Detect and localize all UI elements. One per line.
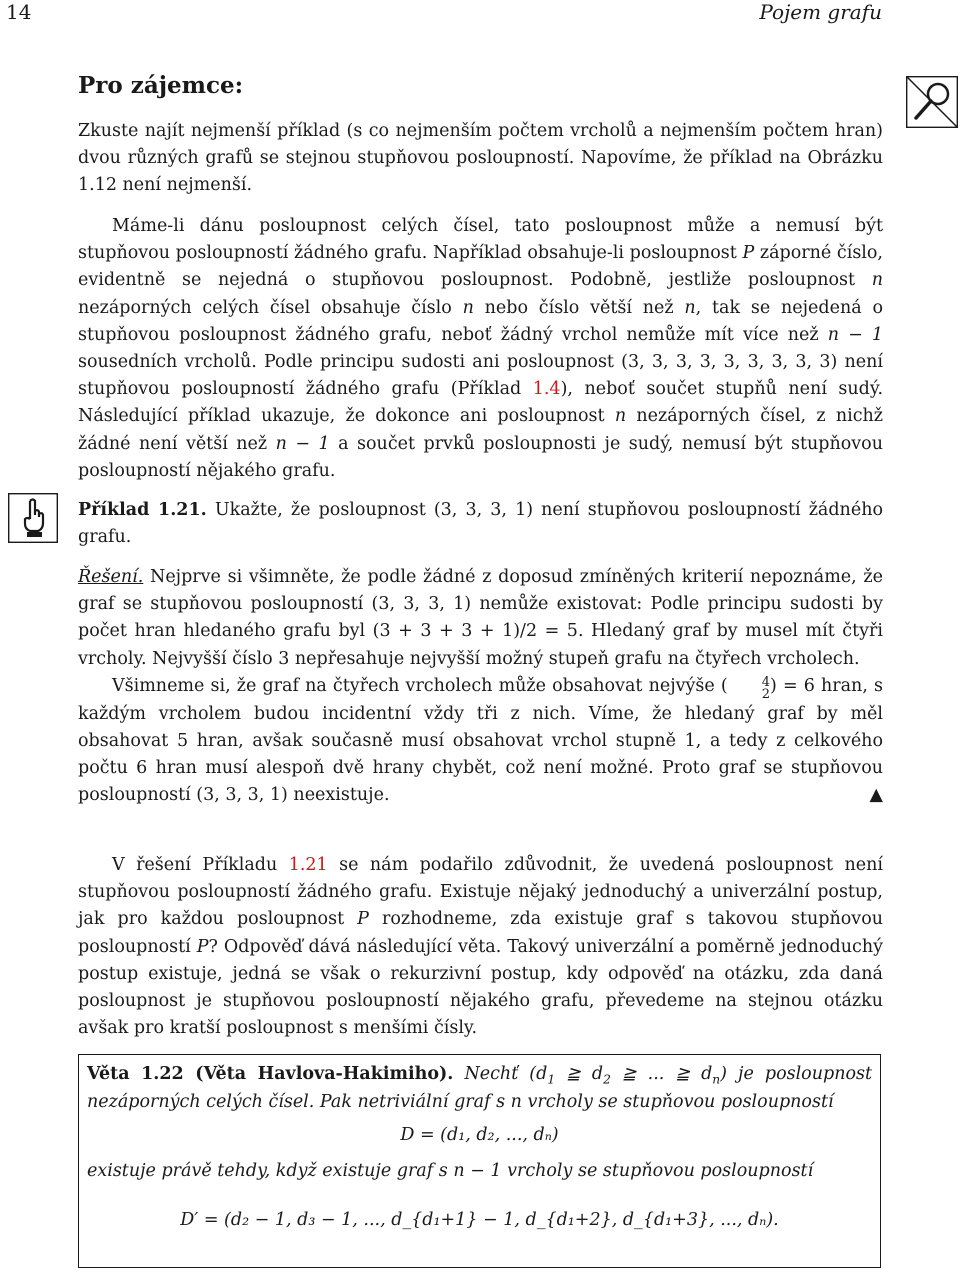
reference-link[interactable]: 1.21 [288, 855, 328, 875]
pointing-hand-icon [8, 493, 58, 543]
theorem-box [78, 1054, 881, 1268]
page-number: 14 [6, 0, 32, 24]
example-label: Příklad 1.21. [78, 500, 207, 520]
solution-paragraph-1: Řešení. Nejprve si všimněte, že podle žádné z doposud zmíněných kriterií nepoznáme, že graf se stupňovou posloupností (3, 3, 3, 1) nemůže existovat: Podle principu sudosti by počet hran hledaného grafu byl (3 + 3 + 3 + 1)/2 = 5. Hledaný graf by musel mít čtyři vrcholy. Nejvyšší číslo 3 nepřesahuje nejvyšší možný stupeň grafu na čtyřech vrcholech. [78, 567, 883, 669]
reference-link[interactable]: 1.4 [532, 379, 561, 400]
paragraph-sequences [78, 213, 883, 485]
formula-d: D = (d₁, d₂, ..., dₙ) [400, 1125, 559, 1145]
formula-d-prime: D′ = (d₂ − 1, d₃ − 1, ..., d_{d₁+1} − 1, d_{d₁+2}, d_{d₁+3}, ..., dₙ). [180, 1210, 779, 1230]
theorem-label: Věta 1.22 (Věta Havlova-Hakimiho). [87, 1064, 454, 1084]
paragraph-intro [78, 118, 883, 200]
magnifier-icon [906, 76, 958, 128]
example-block [78, 497, 883, 551]
page-header [6, 0, 882, 24]
paragraph-text: V řešení Příkladu 1.21 se nám podařilo zdůvodnit, že uvedená posloupnost není stupňovou posloupností žádného grafu. Existuje nějaký jednoduchý a univerzální postup, jak pro každou posloupnost P rozhodneme, zda existuje graf s takovou stupňovou posloupností P? Odpověď dává následující věta. Takový univerzální a poměrně jednoduchý postup existuje, jedná se však o rekurzivní postup, kdy odpověď na otázku, zda daná posloupnost je stupňovou posloupností nějakého grafu, převedeme na stejnou otázku avšak pro kratší posloupnost s menšími čísly. [78, 855, 883, 1039]
qed-triangle-icon: ▲ [869, 785, 883, 806]
theorem-statement: Věta 1.22 (Věta Havlova-Hakimiho). Nechť ($d_1$ ≧ $d_2$ ≧ ... ≧ $d_n$) je posloupnost nezáporných celých čísel. Pak netriviální graf s n vrcholy se stupňovou posloupností [87, 1064, 873, 1112]
running-title: Pojem grafu [759, 0, 882, 24]
paragraph-text: Máme-li dánu posloupnost celých čísel, tato posloupnost může a nemusí být stupňovou posloupností žádného grafu. Například obsahuje-li posloupnost P záporné číslo, evidentně se nejedná o stupňovou posloupnost. Podobně, jestliže posloupnost n nezáporných celých čísel obsahuje číslo n nebo číslo větší než n, tak se nejedená o stupňovou posloupnost žádného grafu, neboť žádný vrchol nemůže mít více než n − 1 sousedních vrcholů. Podle principu sudosti ani posloupnost (3, 3, 3, 3, 3, 3, 3, 3, 3) není stupňovou posloupností žádného grafu (Příklad 1.4), neboť součet stupňů není sudý. Následující příklad ukazuje, že dokonce ani posloupnost n nezáporných čísel, z nichž žádné není větší než n − 1 a součet prvků posloupnosti je sudý, nemusí být stupňovou posloupností nějakého grafu. [78, 216, 884, 481]
binomial: 4 2 [761, 674, 770, 702]
solution-paragraph-2: Všimneme si, že graf na čtyřech vrcholech může obsahovat nejvýše ( 4 2 ) = 6 hran, s každým vrcholem budou incidentní vždy tři z nich. Víme, že hledaný graf by měl obsahovat 5 hran, avšak současně musí obsahovat vrchol stupně 1, a tedy z celkového počtu 6 hran musí alespoň dvě hrany chybět, což není možné. Proto graf se stupňovou posloupností (3, 3, 3, 1) neexistuje. ▲ [78, 673, 883, 810]
section-heading: Pro zájemce: [78, 72, 244, 99]
theorem-continuation: existuje právě tehdy, když existuje graf s n − 1 vrcholy se stupňovou posloupností [87, 1160, 814, 1181]
paragraph-text: Zkuste najít nejmenší příklad (s co nejmenším počtem vrcholů a nejmenším počtem hran) dvou různých grafů se stejnou stupňovou posloupností. Napovíme, že příklad na Obrázku 1.12 není nejmenší. [78, 121, 883, 196]
example-text: Příklad 1.21. Ukažte, že posloupnost (3, 3, 3, 1) není stupňovou posloupností žádného grafu. [78, 500, 883, 548]
paragraph-transition [78, 852, 883, 1042]
solution-block [78, 564, 883, 810]
solution-label: Řešení. [78, 567, 144, 587]
